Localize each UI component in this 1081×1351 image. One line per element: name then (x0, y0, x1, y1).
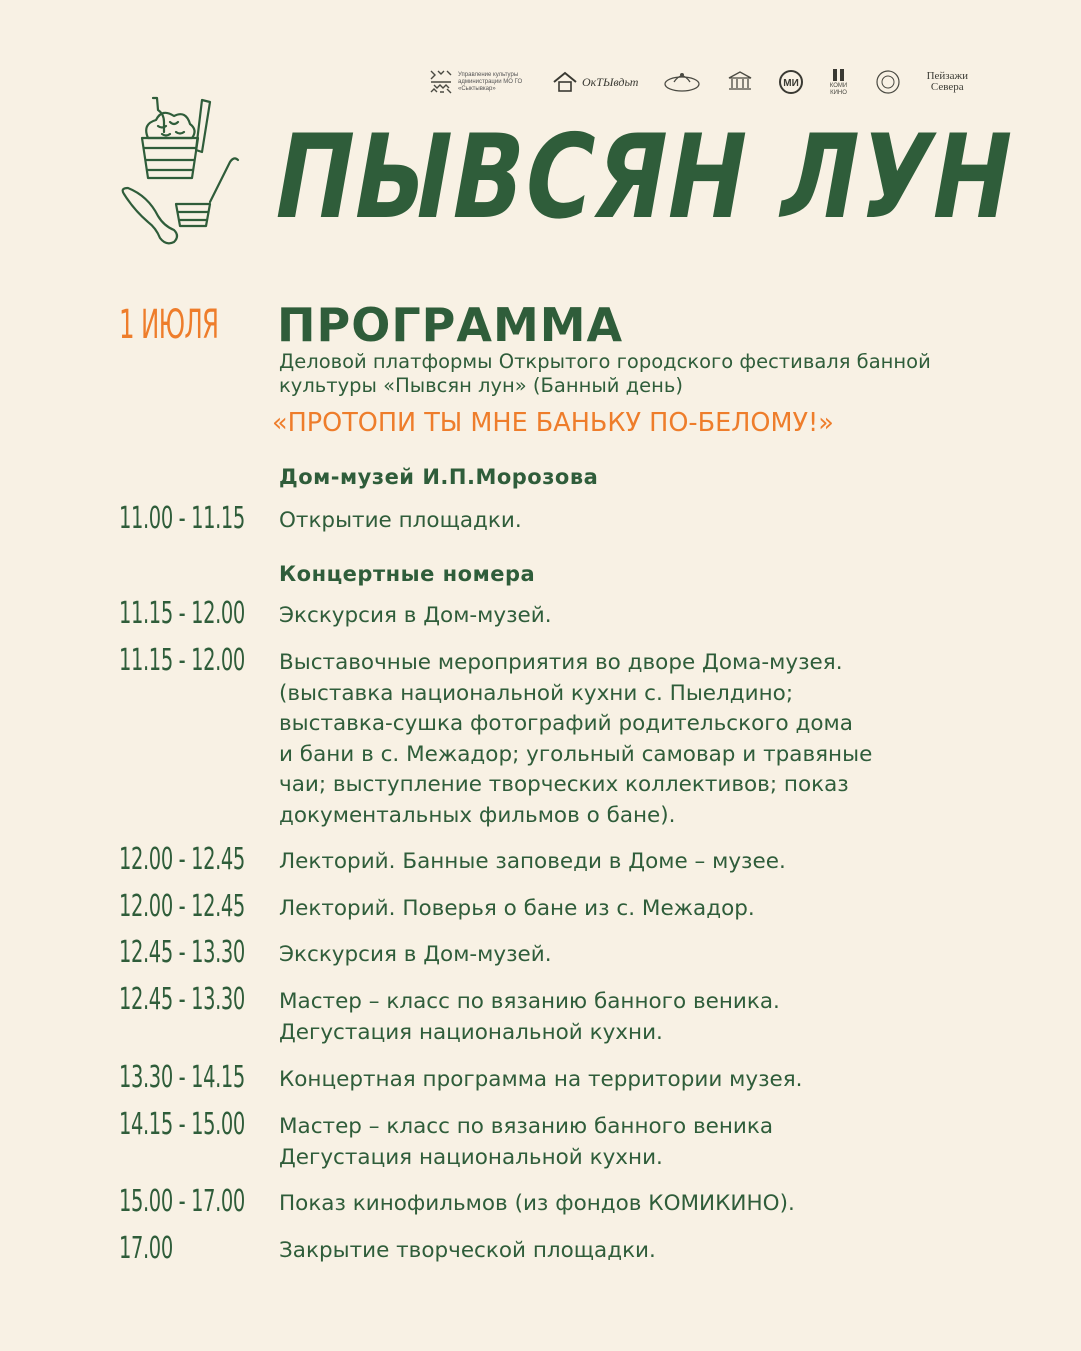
schedule-time: 17.00 (119, 1231, 173, 1266)
schedule-desc: Закрытие творческой площадки. (279, 1238, 656, 1263)
date-label: 1 ИЮЛЯ (119, 302, 219, 348)
schedule-time: 14.15 - 15.00 (119, 1107, 245, 1142)
oksyt-logo (552, 69, 638, 95)
schedule-time: 12.00 - 12.45 (119, 889, 245, 924)
museum-building-icon (726, 70, 754, 94)
round-emblem-logo (873, 69, 903, 95)
schedule-time: 11.15 - 12.00 (119, 643, 245, 678)
peyzazhi-line2: Севера (930, 81, 964, 93)
section-heading-museum: Дом-музей И.П.Морозова (279, 465, 599, 489)
schedule-desc: Выставочные мероприятия во дворе Дома-музея. (выставка национальной кухни с. Пыелдино; выставка-сушка фотографий родительского дома и бани в с. Межадор; угольный самовар и травяные чаи; выступление творческих коллективов; показ документальных фильмов о бане). (279, 650, 873, 828)
peyzazhi-severa-logo (927, 71, 968, 93)
film-icon (831, 68, 847, 82)
peyzazhi-line1: Пейзажи (926, 70, 968, 82)
mi-logo (778, 69, 804, 95)
schedule-desc: Экскурсия в Дом-музей. (279, 942, 552, 967)
schedule-desc: Лекторий. Поверья о бане из с. Межадор. (279, 896, 755, 921)
culture-administration-logo (428, 68, 528, 96)
schedule-desc: Концертная программа на территории музея. (279, 1067, 803, 1092)
samovar-icon (662, 70, 702, 94)
schedule-desc: Лекторий. Банные заповеди в Доме – музее. (279, 849, 786, 874)
bath-tools-illustration (118, 90, 240, 255)
schedule-desc: Мастер – класс по вязанию банного веника. Дегустация национальной кухни. (279, 989, 780, 1045)
komi-kino-text: КОМИ КИНО (829, 82, 848, 96)
schedule-time: 13.30 - 14.15 (119, 1060, 245, 1095)
mi-logo-text: МИ (783, 78, 800, 89)
schedule-desc: Открытие площадки. (279, 508, 522, 533)
festival-title: ПЫВСЯН ЛУН (264, 110, 1025, 245)
schedule-time: 15.00 - 17.00 (119, 1184, 245, 1219)
mi-circle-icon (778, 69, 804, 95)
schedule-time: 11.00 - 11.15 (119, 501, 245, 536)
schedule-time: 11.15 - 12.00 (119, 596, 245, 631)
program-title: ПРОГРАММА (277, 298, 624, 352)
museum-logo (726, 70, 754, 94)
schedule-desc: Экскурсия в Дом-музей. (279, 603, 552, 628)
oksyt-logo-text: ОкТЫвдьт (582, 74, 639, 89)
schedule-time: 12.45 - 13.30 (119, 935, 245, 970)
house-icon (552, 69, 578, 95)
ornament-icon (428, 68, 454, 96)
schedule-time: 12.45 - 13.30 (119, 982, 245, 1017)
section-heading-concert: Концертные номера (279, 562, 536, 586)
program-subtitle: Деловой платформы Открытого городского фестиваля банной культуры «Пывсян лун» (Банный день) (279, 350, 931, 397)
schedule-desc: Показ кинофильмов (из фондов КОМИКИНО). (279, 1191, 795, 1216)
admin-logo-text: Управление культуры администрации МО ГО «Сыктывкар» (458, 71, 523, 92)
samovar-logo (662, 70, 702, 94)
round-emblem-icon (873, 69, 903, 95)
schedule-desc: Мастер – класс по вязанию банного веника Дегустация национальной кухни. (279, 1114, 774, 1170)
komi-kino-logo (828, 68, 848, 97)
partner-logos (428, 60, 968, 104)
program-motto: «ПРОТОПИ ТЫ МНЕ БАНЬКУ ПО-БЕЛОМУ!» (272, 408, 834, 438)
schedule-time: 12.00 - 12.45 (119, 842, 245, 877)
